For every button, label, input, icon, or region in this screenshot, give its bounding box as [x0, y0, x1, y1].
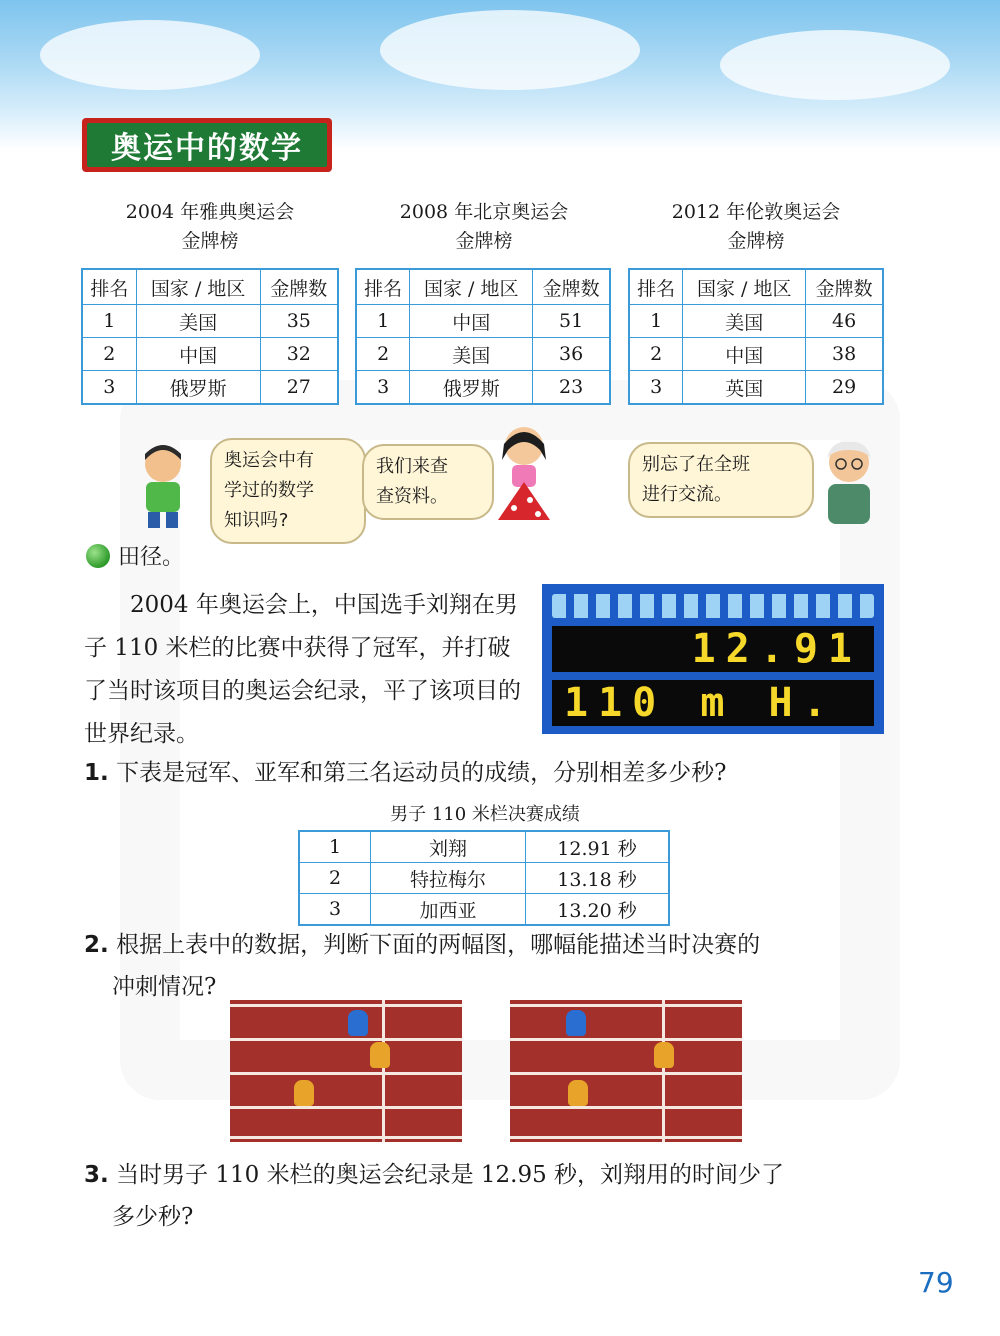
table-cell: 中国	[410, 305, 533, 338]
table-cell: 3	[299, 894, 371, 926]
table-cell: 1	[629, 305, 683, 338]
scoreboard-time-text: 12.91	[691, 626, 862, 672]
header-cell: 国家 / 地区	[410, 269, 533, 305]
runner-figure	[568, 1080, 588, 1106]
lane-line	[230, 1136, 462, 1139]
question-text: 多少秒?	[112, 1204, 194, 1230]
cloud	[380, 10, 640, 90]
table-cell: 1	[356, 305, 410, 338]
question-3	[84, 1154, 904, 1238]
table-cell: 46	[806, 305, 883, 338]
caption-line: 2004 年雅典奥运会	[125, 201, 295, 223]
table-row	[82, 371, 338, 405]
table-cell: 2	[629, 338, 683, 371]
caption-line: 金牌榜	[727, 230, 785, 252]
lane-line	[510, 1004, 742, 1007]
lane-line	[230, 1072, 462, 1075]
caption-line: 2012 年伦敦奥运会	[671, 201, 841, 223]
table-cell: 35	[260, 305, 338, 338]
header-cell: 金牌数	[260, 269, 338, 305]
lane-line	[230, 1106, 462, 1109]
medal-table-2012	[628, 268, 884, 405]
sprint-picture-a	[230, 1000, 462, 1142]
lane-line	[230, 1038, 462, 1041]
medal-table-2004	[81, 268, 339, 405]
table-row	[299, 863, 669, 894]
section-heading	[86, 540, 184, 571]
table-row	[356, 305, 610, 338]
table-cell: 特拉梅尔	[371, 863, 526, 894]
header-cell: 排名	[82, 269, 136, 305]
table-cell: 23	[533, 371, 610, 405]
scoreboard-event-text: 110 m H.	[564, 680, 837, 726]
question-text: 当时男子 110 米栏的奥运会纪录是 12.95 秒，刘翔用的时间少了	[116, 1162, 785, 1188]
table-header-row	[356, 269, 610, 305]
table-cell: 32	[260, 338, 338, 371]
question-2	[84, 924, 904, 1008]
runner-figure	[654, 1042, 674, 1068]
lane-line	[510, 1038, 742, 1041]
table-cell: 美国	[410, 338, 533, 371]
runner-figure	[348, 1010, 368, 1036]
boy-speech-bubble	[210, 438, 366, 544]
table-cell: 加西亚	[371, 894, 526, 926]
table-cell: 2	[82, 338, 136, 371]
lane-line	[510, 1136, 742, 1139]
table-cell: 2	[299, 863, 371, 894]
bubble-line: 奥运会中有	[224, 450, 314, 471]
bubble-line: 学过的数学	[224, 480, 314, 501]
teacher-illustration	[812, 436, 886, 526]
table-cell: 中国	[136, 338, 260, 371]
caption-line: 金牌榜	[181, 230, 239, 252]
table-cell: 英国	[683, 371, 806, 405]
sprint-picture-b	[510, 1000, 742, 1142]
wave-pattern	[552, 594, 874, 618]
caption-line: 金牌榜	[455, 230, 513, 252]
medal-caption-2004	[80, 198, 340, 256]
girl-illustration	[484, 420, 564, 530]
table-cell: 俄罗斯	[136, 371, 260, 405]
bubble-line: 我们来查	[376, 456, 448, 477]
medal-caption-2012	[626, 198, 886, 256]
table-row	[82, 305, 338, 338]
runner-figure	[294, 1080, 314, 1106]
header-cell: 排名	[356, 269, 410, 305]
table-cell: 12.91 秒	[526, 831, 670, 863]
header-cell: 国家 / 地区	[683, 269, 806, 305]
cloud	[40, 20, 260, 90]
bubble-line: 知识吗?	[224, 510, 289, 531]
table-row	[356, 338, 610, 371]
table-cell: 中国	[683, 338, 806, 371]
question-1	[84, 752, 904, 794]
header-cell: 国家 / 地区	[136, 269, 260, 305]
section-heading-text: 田径。	[118, 545, 185, 570]
bubble-line: 查资料。	[376, 486, 448, 507]
header-cell: 金牌数	[533, 269, 610, 305]
page-title	[82, 118, 332, 172]
table-cell: 美国	[683, 305, 806, 338]
table-cell: 俄罗斯	[410, 371, 533, 405]
results-table	[298, 830, 670, 926]
table-header-row	[82, 269, 338, 305]
medal-table-2008	[355, 268, 611, 405]
table-row	[629, 338, 883, 371]
page-number: 79	[918, 1266, 954, 1299]
lane-line	[510, 1072, 742, 1075]
runner-figure	[370, 1042, 390, 1068]
intro-paragraph	[84, 584, 524, 756]
finish-line	[382, 1000, 385, 1142]
table-row	[299, 831, 669, 863]
question-number: 1.	[84, 760, 109, 786]
table-cell: 36	[533, 338, 610, 371]
finish-line	[662, 1000, 665, 1142]
table-row	[299, 894, 669, 926]
bubble-line: 别忘了在全班	[642, 454, 750, 475]
caption-line: 2008 年北京奥运会	[399, 201, 569, 223]
intro-paragraph-text: 2004 年奥运会上，中国选手刘翔在男子 110 米栏的比赛中获得了冠军，并打破了当时该项目的奥运会纪录，平了该项目的世界纪录。	[84, 592, 521, 747]
boy-illustration	[128, 440, 198, 530]
question-text: 根据上表中的数据，判断下面的两幅图，哪幅能描述当时决赛的	[116, 932, 761, 958]
table-cell: 美国	[136, 305, 260, 338]
question-number: 2.	[84, 932, 109, 958]
table-cell: 1	[299, 831, 371, 863]
page-title-text: 奥运中的数学	[87, 123, 327, 167]
bubble-line: 进行交流。	[642, 484, 732, 505]
table-header-row	[629, 269, 883, 305]
table-cell: 51	[533, 305, 610, 338]
question-text: 冲刺情况?	[112, 974, 217, 1000]
table-cell: 刘翔	[371, 831, 526, 863]
medal-caption-2008	[354, 198, 614, 256]
lane-line	[230, 1004, 462, 1007]
table-cell: 13.20 秒	[526, 894, 670, 926]
header-cell: 金牌数	[806, 269, 883, 305]
table-row	[82, 338, 338, 371]
girl-speech-bubble	[362, 444, 494, 520]
green-bullet-icon	[86, 544, 110, 568]
cloud	[720, 30, 950, 100]
table-row	[629, 305, 883, 338]
table-cell: 29	[806, 371, 883, 405]
table-cell: 38	[806, 338, 883, 371]
table-cell: 3	[82, 371, 136, 405]
runner-figure	[566, 1010, 586, 1036]
table-row	[629, 371, 883, 405]
table-cell: 27	[260, 371, 338, 405]
question-text: 下表是冠军、亚军和第三名运动员的成绩，分别相差多少秒?	[116, 760, 727, 786]
table-cell: 3	[356, 371, 410, 405]
table-cell: 1	[82, 305, 136, 338]
scoreboard-event	[552, 680, 874, 726]
results-caption: 男子 110 米栏决赛成绩	[390, 804, 580, 825]
teacher-speech-bubble	[628, 442, 814, 518]
scoreboard-time	[552, 626, 874, 672]
table-row	[356, 371, 610, 405]
table-cell: 13.18 秒	[526, 863, 670, 894]
table-cell: 3	[629, 371, 683, 405]
header-cell: 排名	[629, 269, 683, 305]
question-number: 3.	[84, 1162, 109, 1188]
table-cell: 2	[356, 338, 410, 371]
lane-line	[510, 1106, 742, 1109]
scoreboard	[542, 584, 884, 734]
